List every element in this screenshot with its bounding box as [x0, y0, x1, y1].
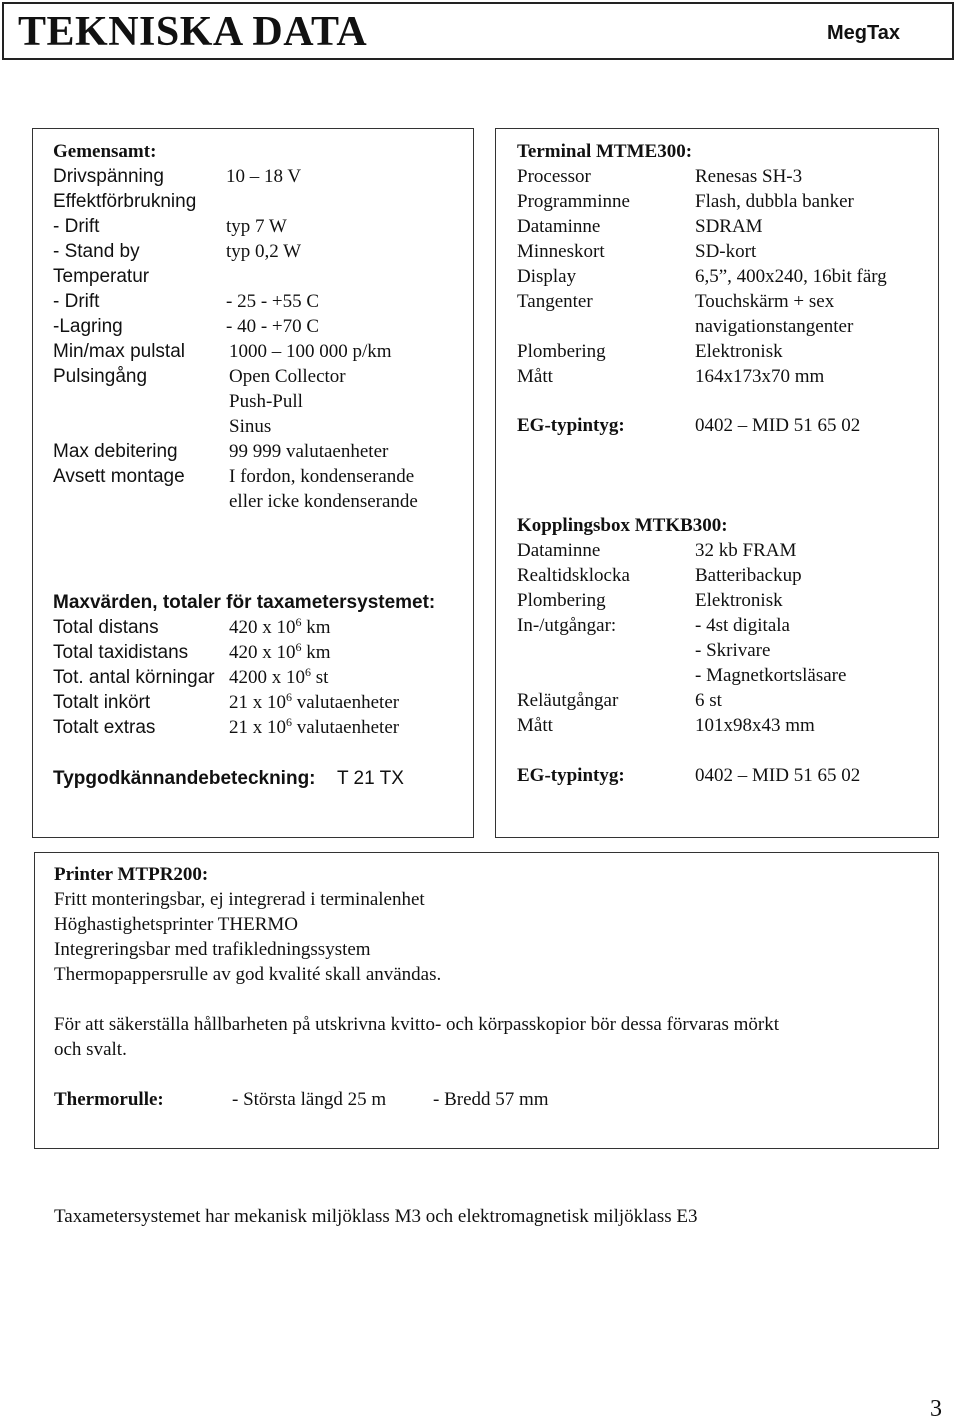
kopplingsbox-spec-label: Realtidsklocka: [517, 565, 630, 586]
thermo-label: Thermorulle:: [54, 1089, 164, 1110]
max-value-base: 4200 x 10: [229, 667, 305, 688]
kopplingsbox-spec-value: 6 st: [695, 690, 722, 711]
general-spec-value: eller icke kondenserande: [229, 491, 418, 512]
kopplingsbox-spec-value: 32 kb FRAM: [695, 540, 797, 561]
max-value: [229, 667, 328, 689]
max-value-exponent: 6: [286, 715, 292, 729]
general-spec-value: 99 999 valutaenheter: [229, 441, 389, 462]
terminal-spec-value: Flash, dubbla banker: [695, 191, 854, 212]
max-value-unit: valutaenheter: [292, 717, 400, 738]
max-value-base: 21 x 10: [229, 692, 286, 713]
max-value-unit: km: [301, 617, 331, 638]
general-spec-value: 1000 – 100 000 p/km: [229, 341, 392, 362]
printer-note-line: För att säkerställa hållbarheten på utskrivna kvitto- och körpasskopior bör dessa förvaras mörkt: [54, 1014, 779, 1035]
kopplingsbox-spec-label: Dataminne: [517, 540, 601, 561]
printer-spec-line: Integreringsbar med trafikledningssystem: [54, 939, 371, 960]
general-spec-label: Avsett montage: [53, 466, 185, 487]
terminal-spec-value: 164x173x70 mm: [695, 366, 825, 387]
general-spec-value: 10 – 18 V: [226, 166, 302, 187]
printer-note-line: och svalt.: [54, 1039, 127, 1060]
general-spec-label: Pulsingång: [53, 366, 148, 387]
general-spec-value: typ 0,2 W: [226, 241, 302, 262]
page-header: [2, 2, 954, 60]
max-value-unit: km: [301, 642, 331, 663]
max-value-label: Total distans: [53, 617, 159, 638]
thermo-width: - Bredd 57 mm: [433, 1089, 549, 1110]
general-spec-label: - Drift: [53, 291, 100, 312]
general-spec-label: Max debitering: [53, 441, 178, 462]
max-value-exponent: 6: [295, 640, 302, 654]
kopplingsbox-spec-value: Elektronisk: [695, 590, 783, 611]
kopplingsbox-eg-label: EG-typintyg:: [517, 765, 625, 786]
max-value-exponent: 6: [295, 615, 302, 629]
general-spec-label: Min/max pulstal: [53, 341, 185, 362]
max-value-unit: st: [311, 667, 329, 688]
max-value-unit: valutaenheter: [292, 692, 400, 713]
kopplingsbox-spec-label: Mått: [517, 715, 553, 736]
terminal-spec-value: Elektronisk: [695, 341, 783, 362]
terminal-spec-label: Minneskort: [517, 241, 605, 262]
kopplingsbox-spec-label: In-/utgångar:: [517, 615, 617, 636]
max-value-label: Total taxidistans: [53, 642, 189, 663]
general-spec-label: Effektförbrukning: [53, 191, 197, 212]
terminal-eg-label: EG-typintyg:: [517, 415, 625, 436]
terminal-heading: Terminal MTME300:: [517, 141, 693, 162]
terminal-spec-value: 6,5”, 400x240, 16bit färg: [695, 266, 887, 287]
general-spec-label: Temperatur: [53, 266, 150, 287]
kopplingsbox-eg-value: 0402 – MID 51 65 02: [695, 765, 861, 786]
max-value-label: Tot. antal körningar: [53, 667, 215, 688]
max-value: [229, 617, 331, 639]
max-values-heading: Maxvärden, totaler för taxametersystemet:: [53, 592, 436, 613]
terminal-spec-label: Processor: [517, 166, 591, 187]
page-number: 3: [930, 1396, 942, 1422]
max-value-label: Totalt extras: [53, 717, 156, 738]
terminal-spec-value: SDRAM: [695, 216, 763, 237]
environment-class-text: Taxametersystemet har mekanisk miljöklass M3 och elektromagnetisk miljöklass E3: [54, 1206, 698, 1227]
max-value: [229, 642, 331, 664]
max-value: [229, 717, 399, 739]
page-title: TEKNISKA DATA: [18, 9, 368, 55]
terminal-spec-label: Plombering: [517, 341, 606, 362]
max-value-exponent: 6: [286, 690, 292, 704]
printer-spec-line: Thermopappersrulle av god kvalité skall användas.: [54, 964, 442, 985]
kopplingsbox-spec-value: - 4st digitala: [695, 615, 790, 636]
general-spec-value: I fordon, kondenserande: [229, 466, 415, 487]
terminal-spec-value: Touchskärm + sex: [695, 291, 835, 312]
general-spec-value: Sinus: [229, 416, 272, 437]
terminal-spec-label: Tangenter: [517, 291, 593, 312]
general-spec-label: - Drift: [53, 216, 100, 237]
max-value-exponent: 6: [305, 665, 311, 679]
general-spec-label: - Stand by: [53, 241, 140, 262]
general-heading: Gemensamt:: [53, 141, 157, 162]
printer-spec-line: Fritt monteringsbar, ej integrerad i terminalenhet: [54, 889, 425, 910]
kopplingsbox-heading: Kopplingsbox MTKB300:: [517, 515, 728, 536]
general-spec-value: Open Collector: [229, 366, 346, 387]
general-spec-label: Drivspänning: [53, 166, 164, 187]
max-value-base: 21 x 10: [229, 717, 286, 738]
approval-label: Typgodkännandebeteckning:: [53, 768, 316, 789]
max-value-label: Totalt inkört: [53, 692, 151, 713]
printer-heading: Printer MTPR200:: [54, 864, 209, 885]
terminal-spec-value: Renesas SH-3: [695, 166, 803, 187]
kopplingsbox-spec-label: Reläutgångar: [517, 690, 619, 711]
terminal-spec-value: navigationstangenter: [695, 316, 854, 337]
max-value-base: 420 x 10: [229, 642, 296, 663]
thermo-length: - Största längd 25 m: [232, 1089, 387, 1110]
max-value: [229, 692, 399, 714]
terminal-spec-value: SD-kort: [695, 241, 757, 262]
general-spec-value: - 25 - +55 C: [226, 291, 320, 312]
printer-spec-line: Höghastighetsprinter THERMO: [54, 914, 298, 935]
terminal-eg-value: 0402 – MID 51 65 02: [695, 415, 861, 436]
kopplingsbox-spec-value: Batteribackup: [695, 565, 802, 586]
kopplingsbox-spec-value: - Skrivare: [695, 640, 771, 661]
general-spec-label: -Lagring: [53, 316, 123, 337]
max-value-base: 420 x 10: [229, 617, 296, 638]
kopplingsbox-spec-value: 101x98x43 mm: [695, 715, 815, 736]
approval-value: T 21 TX: [337, 768, 404, 789]
terminal-spec-label: Programminne: [517, 191, 630, 212]
kopplingsbox-spec-value: - Magnetkortsläsare: [695, 665, 847, 686]
terminal-spec-label: Dataminne: [517, 216, 601, 237]
kopplingsbox-spec-label: Plombering: [517, 590, 606, 611]
general-spec-value: - 40 - +70 C: [226, 316, 320, 337]
terminal-spec-label: Mått: [517, 366, 553, 387]
general-spec-value: Push-Pull: [229, 391, 303, 412]
brand-name: MegTax: [827, 22, 900, 44]
terminal-spec-label: Display: [517, 266, 577, 287]
general-spec-value: typ 7 W: [226, 216, 287, 237]
